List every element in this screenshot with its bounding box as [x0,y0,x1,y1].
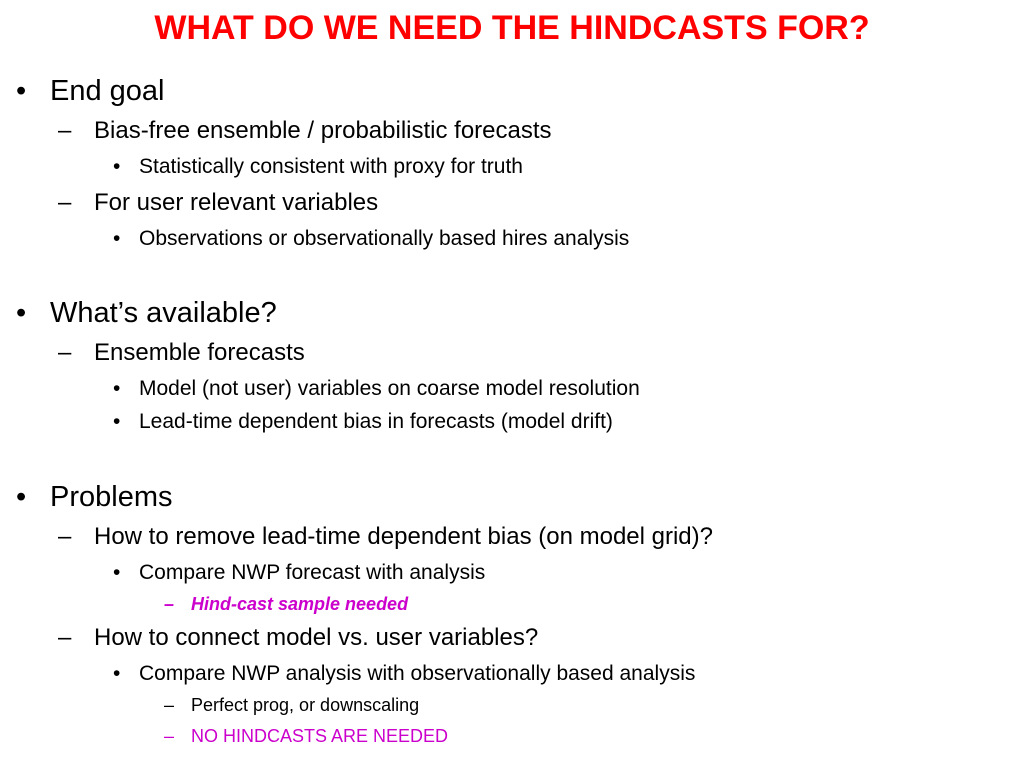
sub-sub-list-item-text: Perfect prog, or downscaling [191,695,420,715]
section-heading-text: End goal [50,75,165,107]
slide-title: WHAT DO WE NEED THE HINDCASTS FOR? [154,9,870,47]
bullet-marker: • [113,227,121,250]
list-item-text: Bias-free ensemble / probabilistic forecasts [94,117,552,144]
dash-marker: – [58,339,72,366]
list-item-text: How to connect model vs. user variables? [94,624,539,651]
bullet-marker: • [113,377,121,400]
sub-list-item [113,226,630,252]
list-item-text: How to remove lead-time dependent bias (on model grid)? [94,523,713,550]
bullet-marker: • [16,297,27,329]
sub-list-item-text: Observations or observationally based hires analysis [139,227,630,250]
sub-list-item [113,376,640,402]
sub-sub-list-item-text: NO HINDCASTS ARE NEEDED [191,726,449,746]
dash-marker: – [164,594,175,614]
section-heading-text: Problems [50,481,173,513]
section-heading-text: What’s available? [50,297,277,329]
bullet-marker: • [113,561,121,584]
bullet-marker: • [113,410,121,433]
dash-marker: – [58,523,72,550]
dash-marker: – [58,189,72,216]
bullet-marker: • [113,155,121,178]
bullet-marker: • [113,662,121,685]
dash-marker: – [164,726,175,746]
bullet-marker: • [16,481,27,513]
list-item [58,522,713,552]
sub-sub-list-item [164,693,420,717]
section-heading-end-goal [16,74,165,108]
dash-marker: – [58,117,72,144]
sub-list-item [113,661,696,687]
dash-marker: – [58,624,72,651]
list-item-text: Ensemble forecasts [94,339,305,366]
sub-list-item [113,560,486,586]
sub-list-item-text: Compare NWP forecast with analysis [139,561,486,584]
sub-sub-list-item-text: Hind-cast sample needed [191,594,409,614]
list-item [58,338,305,368]
dash-marker: – [164,695,175,715]
list-item [58,116,552,146]
list-item-text: For user relevant variables [94,189,379,216]
bullet-marker: • [16,75,27,107]
sub-sub-list-item-highlight [164,592,409,616]
section-heading-whats-available [16,296,277,330]
section-heading-problems [16,480,173,514]
list-item [58,188,379,218]
sub-list-item-text: Statistically consistent with proxy for truth [139,155,523,178]
sub-list-item-text: Compare NWP analysis with observationally based analysis [139,662,696,685]
sub-list-item-text: Model (not user) variables on coarse model resolution [139,377,640,400]
list-item [58,623,539,653]
sub-list-item [113,409,613,435]
sub-sub-list-item-highlight [164,724,449,748]
sub-list-item [113,154,523,180]
sub-list-item-text: Lead-time dependent bias in forecasts (model drift) [139,410,613,433]
